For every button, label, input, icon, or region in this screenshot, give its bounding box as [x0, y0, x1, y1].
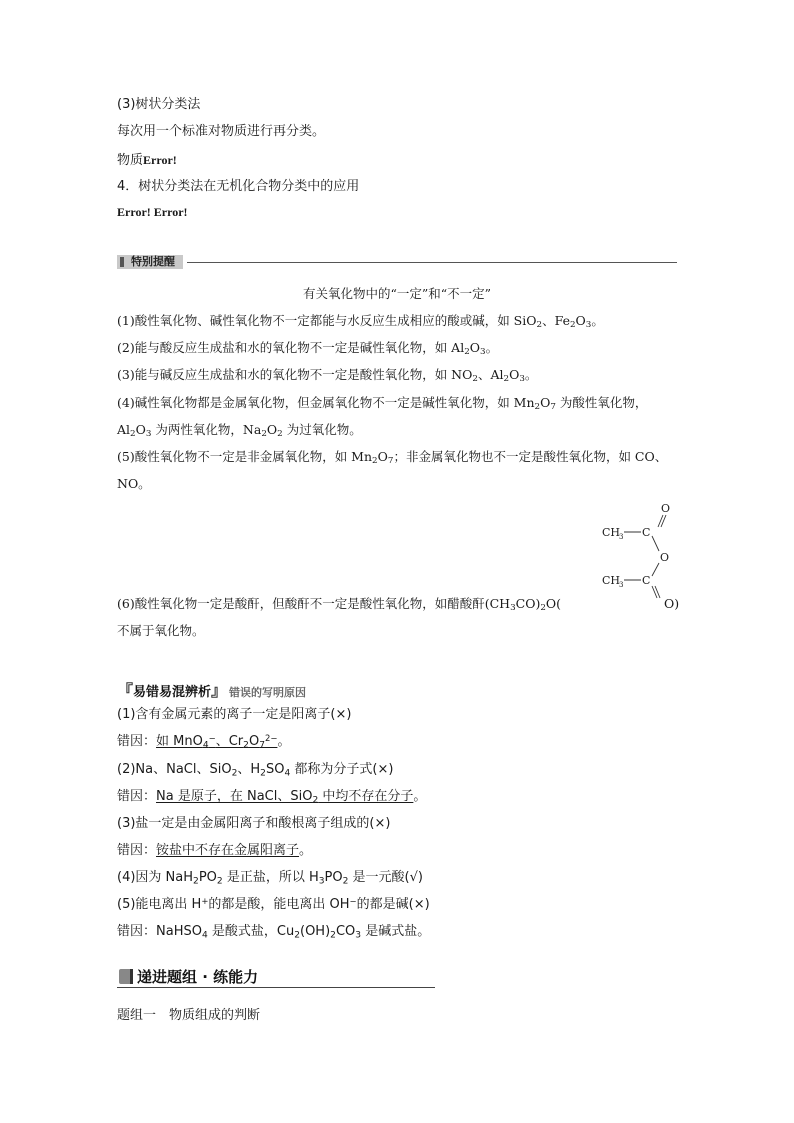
svg-text:CH: CH	[602, 526, 621, 539]
svg-text:3: 3	[619, 581, 624, 589]
err-reason-2: 错因：Na 是原子，在 NaCl、SiO$_2$ 中均不存在分子。	[117, 789, 427, 806]
err-reason-5: 错因：NaHSO$_4$ 是酸式盐，$Cu_2(OH)_2CO_3$ 是碱式盐。	[117, 924, 431, 941]
section4-error-text: Error! Error!	[117, 205, 188, 219]
error-analysis-subtitle: 错误的写明原因	[229, 686, 307, 699]
err-item-2: (2)Na、NaCl、SiO$_2$、$H_2SO_4$ 都称为分子式(×)	[117, 762, 394, 779]
tip-item-4-line1: (4)碱性氧化物都是金属氧化物，但金属氧化物不一定是碱性氧化物，如 $Mn_2O_7$ 为酸性氧化物，	[117, 395, 648, 413]
tip-item-3: (3)能与碱反应生成盐和水的氧化物不一定是酸性氧化物，如 $NO_2$、$Al_2O_3$。	[117, 367, 538, 385]
bracket-close: 』	[211, 681, 228, 700]
tip-item-4-line2: $Al_2O_3$ 为两性氧化物，$Na_2O_2$ 为过氧化物。	[117, 422, 362, 440]
err-item-5: (5)能电离出 H+的都是酸，能电离出 OH−的都是碱(×)	[117, 895, 430, 912]
tip-item-5-line2: NO。	[117, 476, 151, 491]
acetic-anhydride-structure	[600, 500, 680, 610]
error-analysis-header	[117, 678, 307, 700]
question-group-1-title: 题组一 物质组成的判断	[117, 1008, 261, 1023]
tree-method-description: 每次用一个标准对物质进行再分类。	[117, 124, 326, 139]
tip-title: 有关氧化物中的“一定”和“不一定”	[302, 286, 492, 301]
tree-method-error-line	[117, 151, 177, 170]
svg-text:C: C	[642, 526, 651, 539]
practice-section-divider	[117, 987, 435, 988]
line-prefix: 物质	[117, 153, 144, 168]
svg-text:O: O	[660, 551, 670, 564]
bracket-open: 『	[117, 681, 134, 700]
tip-divider	[187, 262, 677, 263]
error-analysis-title: 易错易混辨析	[133, 685, 212, 700]
section-marker-icon	[119, 969, 130, 984]
error-text: Error!	[143, 153, 177, 167]
err-item-1: (1)含有金属元素的离子一定是阳离子(×)	[117, 707, 352, 722]
err-item-3: (3)盐一定是由金属阳离子和酸根离子组成的(×)	[117, 816, 391, 831]
svg-text:C: C	[642, 574, 651, 587]
tip-item-6-line2: 不属于氧化物。	[117, 623, 205, 638]
tree-method-heading: (3)树状分类法	[117, 97, 201, 112]
tip-label: 特别提醒	[117, 255, 183, 269]
err-item-4: (4)因为 $NaH_2PO_2$ 是正盐，所以 $H_3PO_2$ 是一元酸(√)	[117, 870, 423, 887]
tip-bar	[117, 255, 677, 269]
svg-text:CH: CH	[602, 574, 621, 587]
section4-heading: 4．树状分类法在无机化合物分类中的应用	[117, 179, 360, 194]
tip-item-2: (2)能与酸反应生成盐和水的氧化物不一定是碱性氧化物，如 $Al_2O_3$。	[117, 340, 499, 358]
practice-section-title: 递进题组 · 练能力	[137, 968, 259, 986]
practice-section-header	[117, 966, 435, 988]
tip-item-5-line1: (5)酸性氧化物不一定是非金属氧化物，如 $Mn_2O_7$；非金属氧化物也不一定是酸性氧化物，如 CO、	[117, 449, 668, 467]
tip-item-1: (1)酸性氧化物、碱性氧化物不一定都能与水反应生成相应的酸或碱，如 SiO$_2$、$Fe_2O_3$。	[117, 313, 604, 331]
err-reason-1: 错因：如 MnO$_4$−、$Cr_2O_7^{2-}$。	[117, 732, 291, 751]
tip-item-6-line1: (6)酸性氧化物一定是酸酐，但酸酐不一定是酸性氧化物，如醋酸酐$(CH_3CO)_2O$( O)	[117, 596, 680, 614]
svg-text:O: O	[661, 502, 671, 515]
err-reason-3: 错因：铵盐中不存在金属阳离子。	[117, 843, 313, 858]
svg-text:3: 3	[619, 533, 624, 541]
